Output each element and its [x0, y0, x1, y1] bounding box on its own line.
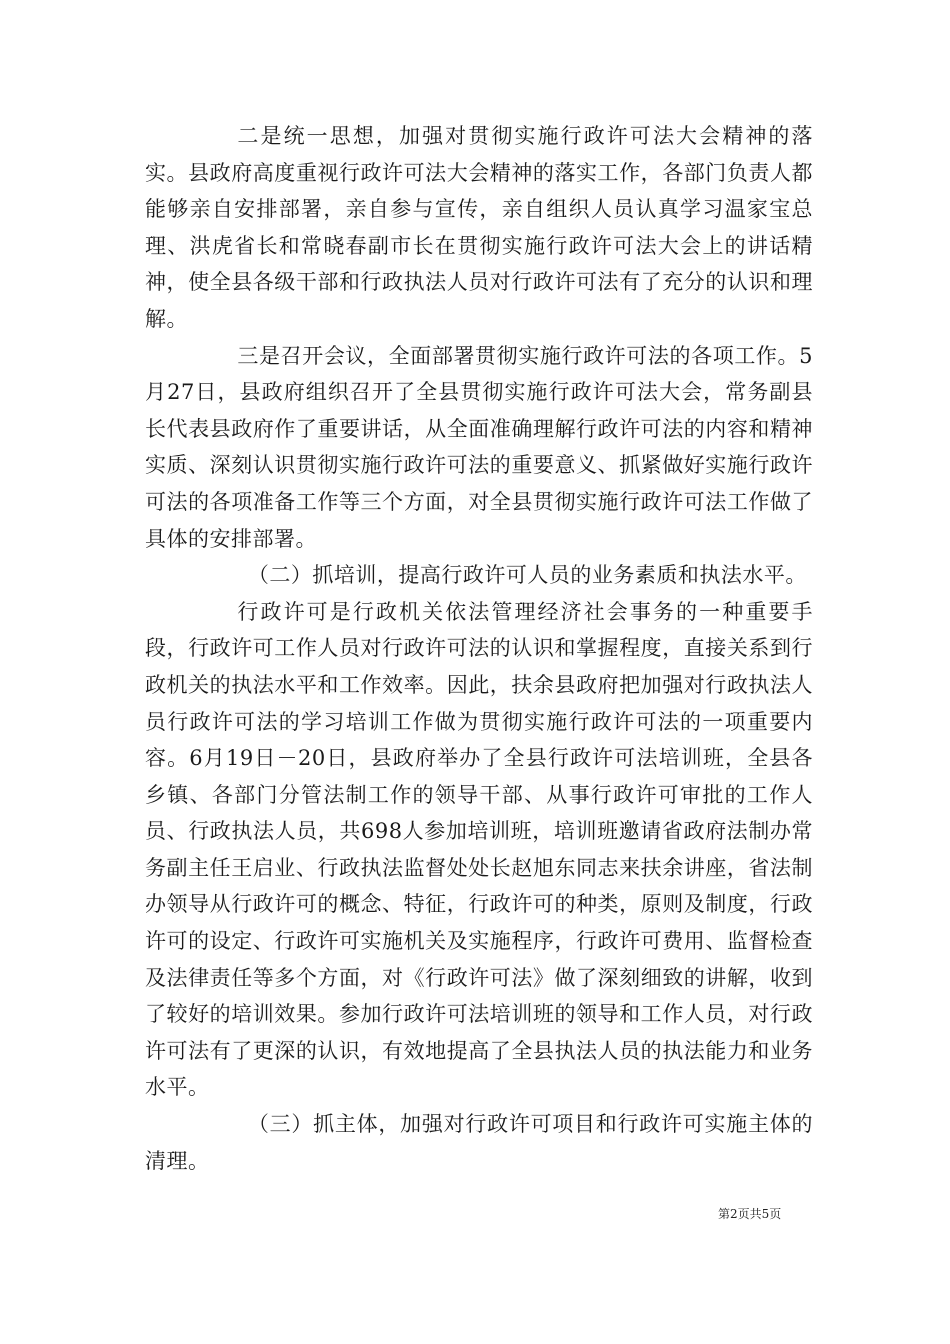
paragraph-hold-meeting: 三是召开会议，全面部署贯彻实施行政许可法的各项工作。5月27日，县政府组织召开了全县贯彻实施行政许可法大会，常务副县长代表县政府作了重要讲话，从全面准确理解行政许可法的内容和精神实质、深刻认识贯彻实施行政许可法的重要意义、抓紧做好实施行政许可法的各项准备工作等三个方面，对全县贯彻实施行政许可法工作做了具体的安排部署。 [145, 343, 813, 551]
section-heading-subject: （三）抓主体，加强对行政许可项目和行政许可实施主体的清理。 [145, 1112, 813, 1173]
page-number: 第2页共5页 [718, 1207, 782, 1221]
section-heading-training: （二）抓培训，提高行政许可人员的业务素质和执法水平。 [247, 563, 807, 588]
document-body [145, 118, 813, 1179]
paragraph-unify-thinking: 二是统一思想，加强对贯彻实施行政许可法大会精神的落实。县政府高度重视行政许可法大会精神的落实工作，各部门负责人都能够亲自安排部署，亲自参与宣传，亲自组织人员认真学习温家宝总理、洪虎省长和常晓春副市长在贯彻实施行政许可法大会上的讲话精神，使全县各级干部和行政执法人员对行政许可法有了充分的认识和理解。 [145, 124, 813, 331]
paragraph-training-detail: 行政许可是行政机关依法管理经济社会事务的一种重要手段，行政许可工作人员对行政许可法的认识和掌握程度，直接关系到行政机关的执法水平和工作效率。因此，扶余县政府把加强对行政执法人员行政许可法的学习培训工作做为贯彻实施行政许可法的一项重要内容。6月19日－20日，县政府举办了全县行政许可法培训班，全县各乡镇、各部门分管法制工作的领导干部、从事行政许可审批的工作人员、行政执法人员，共698人参加培训班，培训班邀请省政府法制办常务副主任王启业、行政执法监督处处长赵旭东同志来扶余讲座，省法制办领导从行政许可的概念、特征，行政许可的种类，原则及制度，行政许可的设定、行政许可实施机关及实施程序，行政许可费用、监督检查及法律责任等多个方面，对《行政许可法》做了深刻细致的讲解，收到了较好的培训效果。参加行政许可法培训班的领导和工作人员，对行政许可法有了更深的认识，有效地提高了全县执法人员的执法能力和业务水平。 [145, 599, 813, 1100]
